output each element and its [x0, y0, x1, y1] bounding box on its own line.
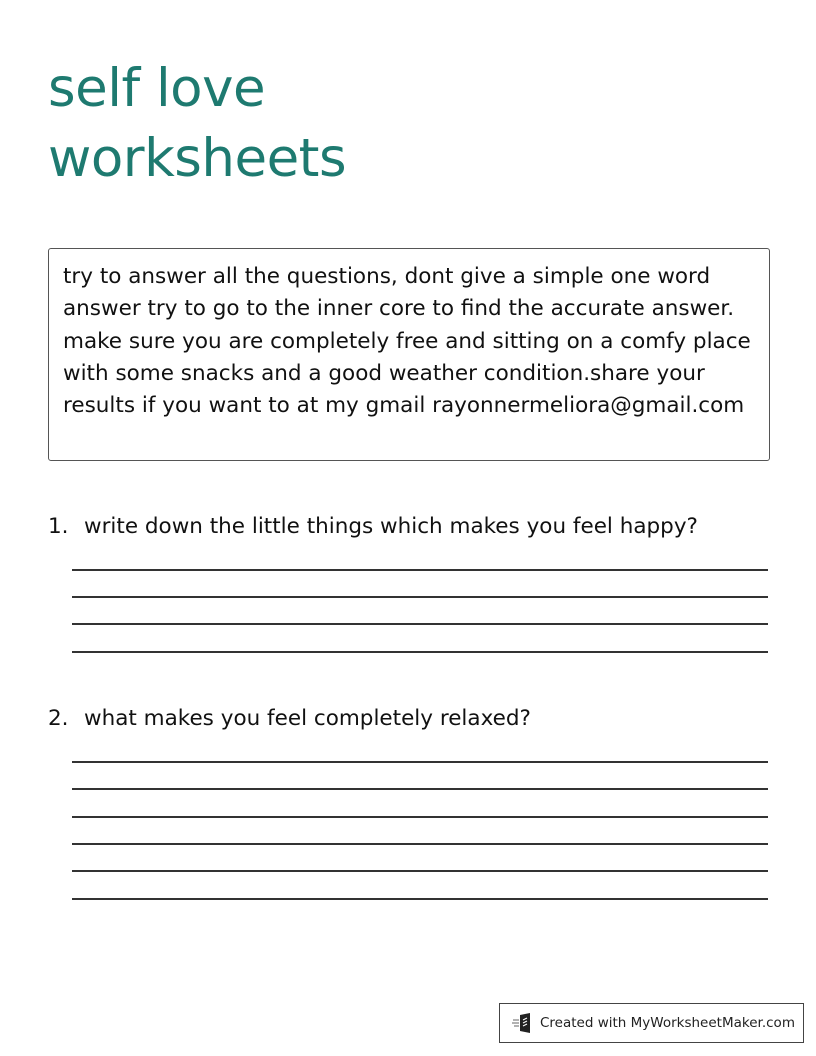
- answer-line[interactable]: [72, 596, 768, 598]
- worksheet-maker-logo-icon: [512, 1012, 534, 1034]
- question-number: 2.: [48, 706, 69, 731]
- question-text: write down the little things which makes you feel happy?: [84, 514, 698, 539]
- question-text: what makes you feel completely relaxed?: [84, 706, 531, 731]
- answer-line[interactable]: [72, 623, 768, 625]
- answer-line[interactable]: [72, 569, 768, 571]
- footer-label: Created with MyWorksheetMaker.com: [540, 1015, 795, 1031]
- instructions-box: try to answer all the questions, dont give a simple one word answer try to go to the inner core to find the accurate answer. make sure you are completely free and sitting on a comfy place with some snacks and a good weather condition.share your results if you want to at my gmail rayonnermeliora@gmail.com: [48, 248, 770, 461]
- title-line-2: worksheets: [48, 128, 347, 189]
- answer-line[interactable]: [72, 651, 768, 653]
- title-line-1: self love: [48, 58, 266, 119]
- question-1: [48, 514, 698, 539]
- answer-line[interactable]: [72, 816, 768, 818]
- footer-badge[interactable]: [499, 1003, 804, 1043]
- answer-line[interactable]: [72, 788, 768, 790]
- question-2: [48, 706, 531, 731]
- answer-line[interactable]: [72, 898, 768, 900]
- page-title: [48, 54, 346, 194]
- answer-line[interactable]: [72, 761, 768, 763]
- answer-line[interactable]: [72, 870, 768, 872]
- answer-line[interactable]: [72, 843, 768, 845]
- question-number: 1.: [48, 514, 69, 539]
